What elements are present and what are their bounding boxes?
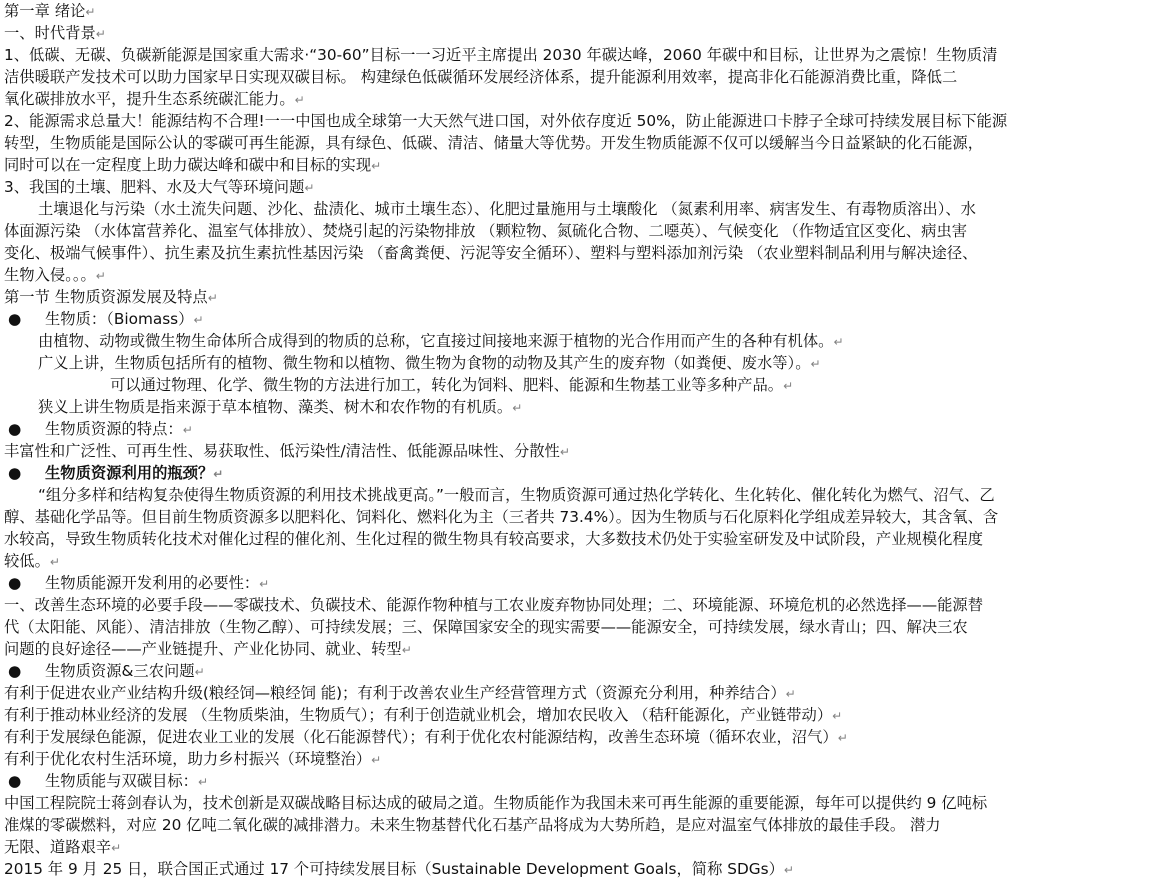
paragraph-3-heading: 3、我国的土壤、肥料、水及大气等环境问题↵ xyxy=(4,178,315,196)
dual-carbon-line-2: 准煤的零碳燃料，对应 20 亿吨二氧化碳的减排潜力。未来生物基替代化石基产品将成为大势所趋，是应对温室气体排放的最佳手段。 潜力 xyxy=(4,816,941,834)
biomass-broad-definition: 广义上讲，生物质包括所有的植物、微生物和以植物、微生物为食物的动物及其产生的废弃物（如粪便、废水等）。↵ xyxy=(38,354,821,372)
paragraph-3-line-3: 变化、极端气候事件）、抗生素及抗生素抗性基因污染 （畜禽粪便、污泥等安全循环）、塑料与塑料添加剂污染 （农业塑料制品利用与解决途径、 xyxy=(4,244,978,262)
paragraph-3-line-2: 体面源污染 （水体富营养化、温室气体排放）、焚烧引起的污染物排放 （颗粒物、氮硫化合物、二噁英）、气候变化 （作物适宜区变化、病虫害 xyxy=(4,222,967,240)
sannong-line-4: 有利于优化农村生活环境，助力乡村振兴（环境整治）↵ xyxy=(4,750,382,768)
sannong-line-3: 有利于发展绿色能源，促进农业工业的发展（化石能源替代）；有利于优化农村能源结构，改善生态环境（循环农业，沼气）↵ xyxy=(4,728,848,746)
sdg-line: 2015 年 9 月 25 日，联合国正式通过 17 个可持续发展目标（Sustainable Development Goals，简称 SDGs）↵ xyxy=(4,860,794,878)
biomass-narrow-definition: 狭义上讲生物质是指来源于草本植物、藻类、树木和农作物的有机质。↵ xyxy=(38,398,523,416)
biomass-processing: 可以通过物理、化学、微生物的方法进行加工，转化为饲料、肥料、能源和生物基工业等多种产品。↵ xyxy=(110,376,794,394)
paragraph-3-line-4: 生物入侵。。。↵ xyxy=(4,266,106,284)
bullet-necessity: ● 生物质能源开发利用的必要性：↵ xyxy=(8,574,270,592)
bullet-dual-carbon: ● 生物质能与双碳目标：↵ xyxy=(8,772,209,790)
paragraph-3-line-1: 土壤退化与污染（水土流失问题、沙化、盐渍化、城市土壤生态）、化肥过量施用与土壤酸化 （氮素利用率、病害发生、有毒物质溶出）、水 xyxy=(38,200,976,218)
paragraph-2-line-1: 2、能源需求总量大！能源结构不合理!一一中国也成全球第一大天然气进口国，对外依存度近 50%，防止能源进口卡脖子全球可持续发展目标下能源 xyxy=(4,112,1008,130)
paragraph-2-line-2: 转型，生物质能是国际公认的零碳可再生能源，具有绿色、低碳、清洁、储量大等优势。开发生物质能源不仅可以缓解当今日益紧缺的化石能源， xyxy=(4,134,984,152)
chapter-title: 第一章 绪论↵ xyxy=(4,2,96,20)
section-heading-era-background: 一、时代背景↵ xyxy=(4,24,106,42)
bottleneck-line-2: 醇、基础化学品等。但目前生物质资源多以肥料化、饲料化、燃料化为主（三者共 73.4%）。因为生物质与石化原料化学组成差异较大，其含氧、含 xyxy=(4,508,999,526)
bullet-icon: ● xyxy=(8,310,22,328)
bottleneck-line-1: “组分多样和结构复杂使得生物质资源的利用技术挑战更高。”一般而言，生物质资源可通过热化学转化、生化转化、催化转化为燃气、沼气、乙 xyxy=(38,486,995,504)
dual-carbon-line-3: 无限、道路艰辛↵ xyxy=(4,838,122,856)
features-text: 丰富性和广泛性、可再生性、易获取性、低污染性/清洁性、低能源品味性、分散性↵ xyxy=(4,442,570,460)
bullet-icon: ● xyxy=(8,772,22,790)
paragraph-1-line-2: 洁供暖联产发技术可以助力国家早日实现双碳目标。 构建绿色低碳循环发展经济体系，提升能源利用效率，提高非化石能源消费比重，降低二 xyxy=(4,68,958,86)
bullet-bottleneck: ● 生物质资源利用的瓶颈？↵ xyxy=(8,464,224,482)
bullet-sannong: ● 生物质资源&三农问题↵ xyxy=(8,662,205,680)
necessity-line-1: 一、改善生态环境的必要手段——零碳技术、负碳技术、能源作物种植与工农业废弃物协同处理；二、环境能源、环境危机的必然选择——能源替 xyxy=(4,596,984,614)
sannong-line-1: 有利于促进农业产业结构升级(粮经饲—粮经饲 能)；有利于改善农业生产经营管理方式（资源充分利用，种养结合）↵ xyxy=(4,684,796,702)
bullet-features: ● 生物质资源的特点：↵ xyxy=(8,420,193,438)
section-1-title: 第一节 生物质资源发展及特点↵ xyxy=(4,288,218,306)
bottleneck-line-3: 水较高，导致生物质转化技术对催化过程的催化剂、生化过程的微生物具有较高要求，大多数技术仍处于实验室研发及中试阶段，产业规模化程度 xyxy=(4,530,984,548)
paragraph-2-line-3: 同时可以在一定程度上助力碳达峰和碳中和目标的实现↵ xyxy=(4,156,382,174)
bullet-icon: ● xyxy=(8,464,22,482)
bullet-icon: ● xyxy=(8,420,22,438)
biomass-definition: 由植物、动物或微生物生命体所合成得到的物质的总称，它直接过间接地来源于植物的光合作用而产生的各种有机体。↵ xyxy=(38,332,844,350)
necessity-line-3: 问题的良好途径——产业链提升、产业化协同、就业、转型↵ xyxy=(4,640,412,658)
bullet-biomass: ● 生物质：（Biomass）↵ xyxy=(8,310,204,328)
sannong-line-2: 有利于推动林业经济的发展 （生物质柴油，生物质气）；有利于创造就业机会，增加农民收入 （秸秆能源化，产业链带动）↵ xyxy=(4,706,843,724)
bullet-icon: ● xyxy=(8,574,22,592)
bullet-icon: ● xyxy=(8,662,22,680)
paragraph-1-line-3: 氧化碳排放水平，提升生态系统碳汇能力。↵ xyxy=(4,90,305,108)
necessity-line-2: 代（太阳能、风能）、清洁排放（生物乙醇）、可持续发展；三、保障国家安全的现实需要——能源安全，可持续发展，绿水青山；四、解决三农 xyxy=(4,618,968,636)
paragraph-1-line-1: 1、低碳、无碳、负碳新能源是国家重大需求·“30-60”目标一一习近平主席提出 2030 年碳达峰，2060 年碳中和目标，让世界为之震惊！生物质清 xyxy=(4,46,998,64)
bottleneck-line-4: 较低。↵ xyxy=(4,552,60,570)
dual-carbon-line-1: 中国工程院院士蒋剑春认为，技术创新是双碳战略目标达成的破局之道。生物质能作为我国未来可再生能源的重要能源，每年可以提供约 9 亿吨标 xyxy=(4,794,988,812)
